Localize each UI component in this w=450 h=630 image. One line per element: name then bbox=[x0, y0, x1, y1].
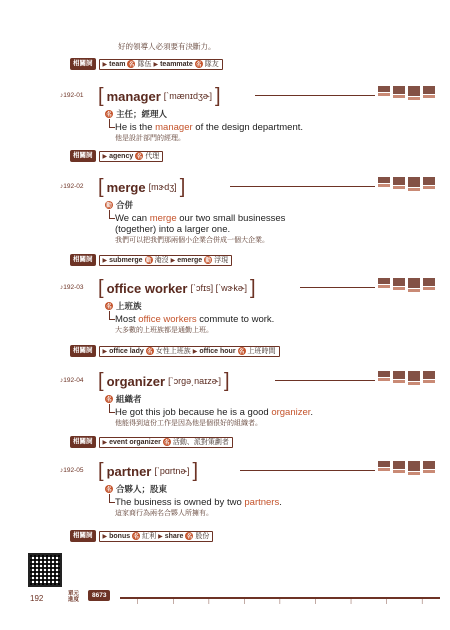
related-word: ▶ office lady 名 女性上班族 ▶ office hour 名 上班時間 bbox=[99, 346, 280, 357]
pos-badge: 名 bbox=[106, 397, 112, 403]
example-sentence: We can merge our two small businesses (together) into a larger one. 我們可以把我們那兩個小企業合併成一個大企業。 bbox=[115, 213, 286, 244]
progress-tick: | bbox=[421, 599, 423, 605]
qr-code[interactable] bbox=[28, 553, 62, 587]
top-related-row bbox=[70, 58, 223, 70]
related-word: ▶ submerge 動 淹沒 ▶ emerge 動 浮現 bbox=[99, 255, 233, 266]
example-translation: 他是設計部門的經理。 bbox=[115, 135, 185, 142]
review-checkboxes bbox=[378, 461, 435, 475]
pos-badge: 名 bbox=[128, 62, 135, 68]
related-row bbox=[70, 345, 280, 357]
pos-badge: 動 bbox=[205, 258, 211, 264]
sense: 動 合併 bbox=[106, 200, 134, 210]
related-label: 相關詞 bbox=[70, 254, 96, 266]
related-label: 相關詞 bbox=[70, 530, 96, 542]
divider bbox=[240, 470, 375, 471]
review-box[interactable] bbox=[408, 86, 420, 100]
related-row bbox=[70, 530, 213, 542]
top-sentence: 好的領導人必須要有決斷力。 bbox=[118, 42, 216, 51]
review-box[interactable] bbox=[393, 461, 405, 475]
review-box[interactable] bbox=[423, 278, 435, 292]
entry-partner bbox=[60, 461, 390, 531]
pos-badge: 名 bbox=[106, 304, 112, 310]
phonetic: [ˋɔfɪs] [ˋwɝkɚ] bbox=[190, 283, 248, 293]
arrow-icon: ▶ bbox=[102, 61, 108, 68]
arrow-icon: ▶ bbox=[102, 257, 108, 264]
headword-block: [ office worker [ˋɔfɪs] [ˋwɝkɚ] ] bbox=[98, 277, 256, 299]
arrow-icon: ▶ bbox=[102, 533, 108, 540]
progress-tick: | bbox=[350, 599, 352, 605]
page-number: 192 bbox=[30, 594, 44, 603]
review-box[interactable] bbox=[378, 177, 390, 191]
sense: 名 組織者 bbox=[106, 394, 142, 404]
audio-track-code[interactable]: ♪192-02 bbox=[60, 183, 84, 190]
headword-block: [ partner [ˋpɑrtnɚ] ] bbox=[98, 460, 199, 482]
arrow-icon: ▶ bbox=[192, 348, 198, 355]
review-box[interactable] bbox=[408, 278, 420, 292]
pos-badge: 名 bbox=[186, 534, 193, 540]
pos-badge: 名 bbox=[238, 349, 245, 355]
pos-badge: 名 bbox=[136, 154, 142, 160]
related-label: 相關詞 bbox=[70, 436, 96, 448]
review-box[interactable] bbox=[378, 461, 390, 475]
related-row bbox=[70, 254, 232, 266]
divider bbox=[230, 186, 375, 187]
phonetic: [ˋmænɪdʒɚ] bbox=[163, 91, 213, 101]
headword-block: [ merge [mɝdʒ] ] bbox=[98, 176, 186, 198]
review-box[interactable] bbox=[393, 177, 405, 191]
review-box[interactable] bbox=[393, 278, 405, 292]
headword: partner bbox=[106, 463, 152, 479]
review-box[interactable] bbox=[423, 86, 435, 100]
example-sentence: He is the manager of the design department. 他是設計部門的經理。 bbox=[115, 122, 304, 142]
headword: organizer bbox=[106, 373, 166, 389]
entry-office-worker bbox=[60, 278, 390, 348]
related-word: ▶ team 名 隊伍 ▶ teammate 名 隊友 bbox=[99, 59, 223, 70]
progress-tick: | bbox=[385, 599, 388, 605]
pos-badge: 名 bbox=[133, 534, 139, 540]
progress-tick: | bbox=[314, 599, 317, 605]
review-checkboxes bbox=[378, 177, 435, 191]
example-translation: 這家商行為兩名合夥人所擁有。 bbox=[115, 510, 213, 517]
review-box[interactable] bbox=[393, 371, 405, 385]
review-checkboxes bbox=[378, 86, 435, 100]
review-box[interactable] bbox=[423, 371, 435, 385]
review-box[interactable] bbox=[378, 278, 390, 292]
review-checkboxes bbox=[378, 278, 435, 292]
review-box[interactable] bbox=[423, 461, 435, 475]
phonetic: [ˋɔrgə͵naɪzɚ] bbox=[168, 376, 221, 386]
footer-badge: 8673 bbox=[88, 590, 110, 601]
related-word: ▶ bonus 名 紅利 ▶ share 名 股份 bbox=[99, 531, 214, 542]
sense: 名 合夥人；股東 bbox=[106, 484, 168, 494]
phonetic: [mɝdʒ] bbox=[148, 182, 177, 192]
example-sentence: Most office workers commute to work. 大多數的上班族都是通勤上班。 bbox=[115, 314, 275, 334]
pos-badge: 名 bbox=[106, 112, 112, 118]
pos-badge: 名 bbox=[196, 62, 202, 68]
arrow-icon: ▶ bbox=[102, 153, 108, 160]
review-box[interactable] bbox=[393, 86, 405, 100]
divider bbox=[255, 95, 375, 96]
related-label: 相關詞 bbox=[70, 58, 96, 70]
audio-track-code[interactable]: ♪192-05 bbox=[60, 467, 84, 474]
pos-badge: 名 bbox=[164, 440, 170, 446]
review-box[interactable] bbox=[378, 86, 390, 100]
sense: 名 上班族 bbox=[106, 301, 142, 311]
related-row bbox=[70, 150, 163, 162]
example-translation: 大多數的上班族都是通勤上班。 bbox=[115, 327, 213, 334]
related-row bbox=[70, 436, 233, 448]
progress-tick: | bbox=[279, 599, 281, 605]
progress-tick: | bbox=[243, 599, 246, 605]
pos-badge: 名 bbox=[106, 487, 112, 493]
pos-badge: 名 bbox=[146, 349, 153, 355]
phonetic: [ˋpɑrtnɚ] bbox=[154, 466, 190, 476]
related-label: 相關詞 bbox=[70, 150, 96, 162]
audio-track-code[interactable]: ♪192-01 bbox=[60, 92, 84, 99]
example-translation: 我們可以把我們那兩個小企業合併成一個大企業。 bbox=[115, 237, 269, 244]
sense: 名 主任；經理人 bbox=[106, 109, 168, 119]
arrow-icon: ▶ bbox=[170, 257, 176, 264]
headword: merge bbox=[106, 179, 146, 195]
headword: office worker bbox=[106, 280, 188, 296]
pos-badge: 動 bbox=[106, 203, 112, 209]
example-sentence: The business is owned by two partners. 這家商行為兩名合夥人所擁有。 bbox=[115, 497, 282, 517]
review-box[interactable] bbox=[408, 177, 420, 191]
review-checkboxes bbox=[378, 371, 435, 385]
review-box[interactable] bbox=[423, 177, 435, 191]
progress-tick: | bbox=[137, 599, 139, 605]
audio-track-code[interactable]: ♪192-03 bbox=[60, 284, 84, 291]
progress-tick: | bbox=[208, 599, 210, 605]
related-label: 相關詞 bbox=[70, 345, 96, 357]
entry-manager bbox=[60, 86, 390, 156]
divider bbox=[275, 380, 375, 381]
arrow-icon: ▶ bbox=[153, 61, 159, 68]
headword: manager bbox=[106, 88, 161, 104]
example-sentence: He got this job because he is a good organizer. 他能得到這份工作是因為他是個很好的組織者。 bbox=[115, 407, 314, 427]
arrow-icon: ▶ bbox=[102, 439, 108, 446]
headword-block: [ manager [ˋmænɪdʒɚ] ] bbox=[98, 85, 221, 107]
related-word: ▶ event organizer 名 活動、派對策劃者 bbox=[99, 437, 233, 448]
footer-progress-label: 單元 進度 bbox=[68, 591, 80, 603]
arrow-icon: ▶ bbox=[102, 348, 108, 355]
example-translation: 他能得到這份工作是因為他是個很好的組織者。 bbox=[115, 420, 262, 427]
arrow-icon: ▶ bbox=[158, 533, 163, 540]
review-box[interactable] bbox=[408, 461, 420, 475]
progress-ticks bbox=[120, 599, 440, 605]
progress-tick: | bbox=[172, 599, 174, 605]
entry-organizer bbox=[60, 371, 390, 441]
divider bbox=[300, 287, 375, 288]
review-box[interactable] bbox=[408, 371, 420, 385]
pos-badge: 動 bbox=[145, 258, 152, 264]
entry-merge bbox=[60, 177, 390, 257]
headword-block: [ organizer [ˋɔrgə͵naɪzɚ] ] bbox=[98, 370, 230, 392]
review-box[interactable] bbox=[378, 371, 390, 385]
audio-track-code[interactable]: ♪192-04 bbox=[60, 377, 84, 384]
related-word: ▶ agency 名 代理 bbox=[99, 151, 164, 162]
